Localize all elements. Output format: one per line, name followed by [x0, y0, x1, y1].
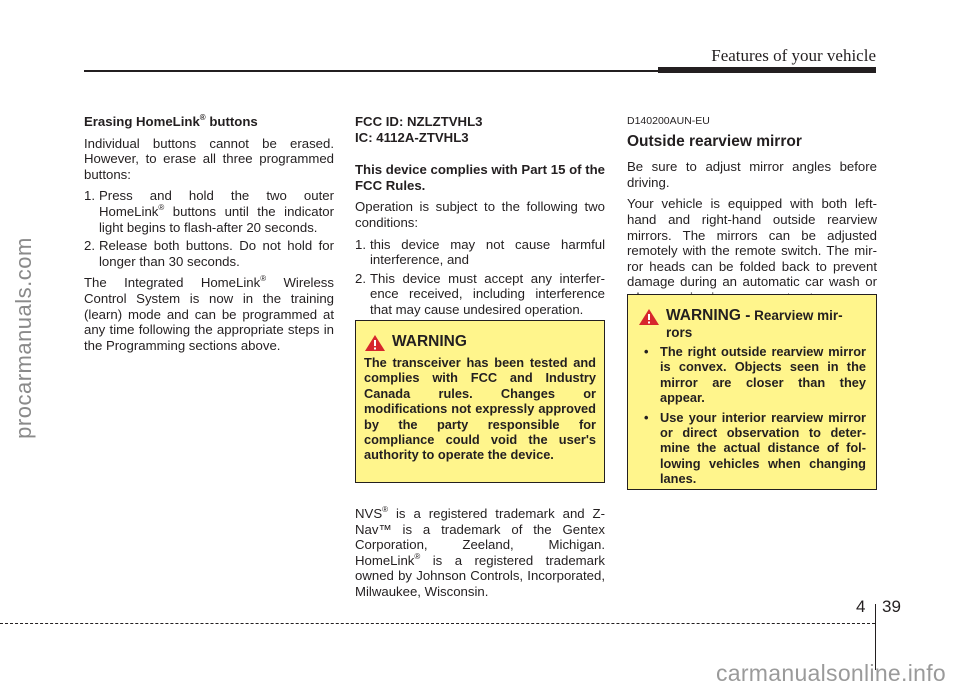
bottom-watermark: carmanualsonline.info — [715, 660, 946, 686]
mirror-paragraph-1: Be sure to adjust mirror angles before driving. — [627, 159, 877, 190]
list-item: 2. Release both buttons. Do not hold for longer than 30 seconds. — [84, 238, 334, 269]
trademark-paragraph: NVS® is a registered trademark and Z-Nav™ is a trademark of the Gentex Corporation, Zeeland, Michigan. HomeLink® is a registered trademark owned by Johnson Controls, Incorporated, Milwaukee, Wisconsin. — [355, 505, 605, 599]
footer-rule — [0, 623, 875, 624]
column-rearview-mirror — [627, 114, 877, 312]
warning-list — [638, 344, 866, 487]
warning-triangle-icon — [638, 308, 660, 326]
list-item: 1. this device may not cause harmful interference, and — [355, 236, 605, 268]
mirror-paragraph-2: Your vehicle is equipped with both left-hand and right-hand outside rearview mirrors. The mirrors can be adjusted remotely with the remote switch. The mir-ror heads can be folded back to prevent damage during an automatic car wash or — [627, 196, 877, 290]
list-item: • Use your interior rearview mirror or direct observation to deter-mine the actual distance of fol-lowing vehicles when changing lanes. — [644, 409, 866, 487]
chapter-number: 4 — [856, 597, 866, 616]
fcc-comply: This device complies with Part 15 of the FCC Rules. — [355, 162, 605, 193]
trademark-notice — [355, 506, 605, 606]
fcc-conditions — [355, 237, 605, 318]
list-item: 1. Press and hold the two outer HomeLink® buttons until the indicator light begins to flash-after 20 seconds. — [84, 188, 334, 235]
warning-title-row — [638, 307, 866, 341]
fcc-id: FCC ID: NZLZTVHL3 — [355, 114, 483, 129]
header-rule-accent — [658, 67, 876, 73]
fcc-operation: Operation is subject to the following two conditions: — [355, 199, 605, 230]
fcc-warning-box — [355, 320, 605, 483]
column-erasing-homelink — [84, 114, 334, 359]
warning-triangle-icon — [364, 334, 386, 352]
erasing-heading: Erasing HomeLink® buttons — [84, 113, 258, 129]
erasing-steps — [84, 188, 334, 269]
section-title: Outside rearview mirror — [627, 132, 802, 150]
section-code: D140200AUN-EU — [627, 115, 710, 127]
page-number: 39 — [882, 597, 901, 616]
erasing-intro: Individual buttons cannot be erased. However, to erase all three programmed buttons: — [84, 135, 334, 182]
list-item: • The right outside rearview mirror is convex. Objects seen in the mirror are closer than they appear. — [644, 344, 866, 406]
list-item: 2. This device must accept any interfer-ence received, including interference that may cause undesired operation. — [355, 270, 605, 317]
erasing-paragraph: The Integrated HomeLink® Wireless Control System is now in the training (learn) mode and can be programmed at any time following the appropriate steps in the Programming sections above. — [84, 274, 334, 353]
warning-title: WARNING - Rearview mir-rors — [666, 307, 843, 340]
header-title: Features of your vehicle — [711, 46, 876, 65]
warning-title: WARNING — [392, 333, 467, 350]
warning-body: The transceiver has been tested and complies with FCC and Industry Canada rules. Changes or modifications not expressly approved by the party responsible for compliance could void the user's authority to operate the device. — [364, 355, 596, 463]
ic-id: IC: 4112A-ZTVHL3 — [355, 129, 469, 145]
warning-title-row — [364, 333, 596, 352]
side-watermark: procarmanuals.com — [11, 237, 36, 439]
column-fcc — [355, 114, 605, 324]
mirror-warning-box — [627, 294, 877, 490]
